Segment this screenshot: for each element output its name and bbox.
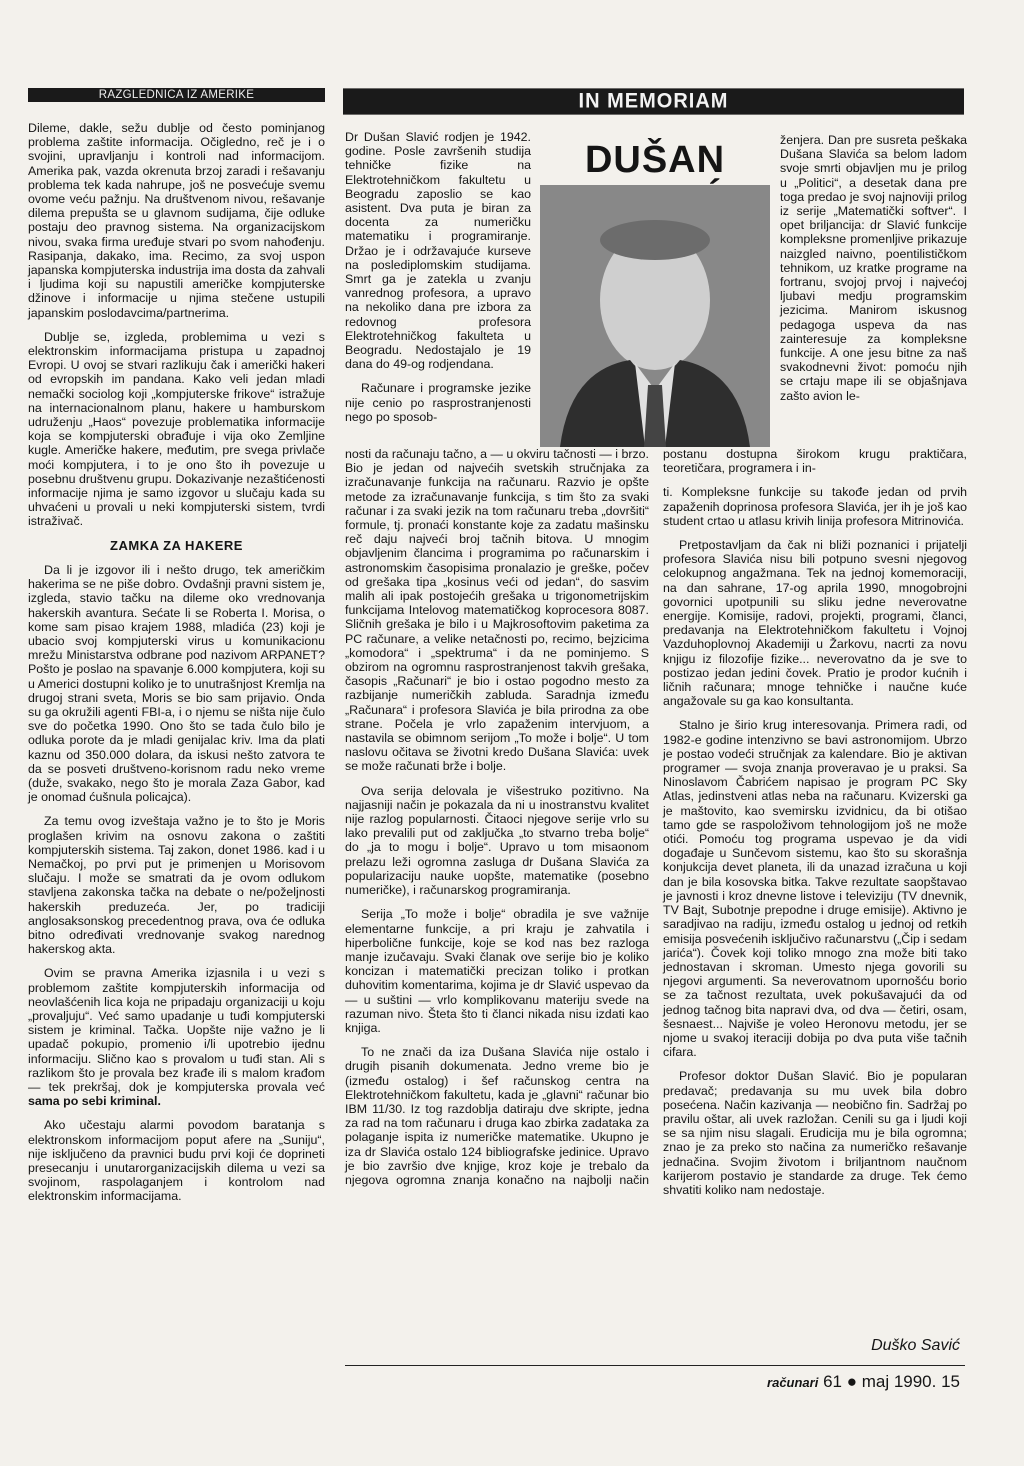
subheading: ZAMKA ZA HAKERE (110, 537, 243, 553)
paragraph: Stalno je širio krug interesovanja. Primera radi, od 1982-e godine intenzivno se bavi astronomijom. Ubrzo je postao vodeći stručnjak za kalendare. Bio je aktivan programer — svoja znanja proveravao je u praksi. Sa Ninoslavom Čabrićem napisao je program PC Sky Atlas, jedinstveni atlas neba na računaru. Kvizerski ga je maštovito, kao svemirsku izvidnicu, da bi otišao tamo gde se raspoloživom tehnologijom još ne može otići. Pomoću tog programa uspevao je da vidi događaje u Sunčevom sistemu, kao što su skorašnja konjukcija devet planeta, ili da unazad izračuna u koji dan je bila kosovska bitka. Takve rezultate saopštavao je javnosti i kroz dnevne listove i televiziju (TV dnevnik, TV Bajt, Subotnje prepodne i druge emisije). Aktivno je saradjivao na radiju, između ostalog u jednoj od retkih emisija posvećenih isključivo računarstvu („Čip i sedam jarića“). Čovek koji toliko mnogo zna može biti tako jednostavan i skroman. Umesto njega govorili su njegovi argumenti. Sa neverovatnom upornošću borio se za tačnost rezultata, uvek pokušavajući da od jednog tačnog bita napravi dva, od dva — četiri, osam, šesnaest... Najviše je voleo Heronovu metodu, jer se njome u svakoj iteraciji dobija po dva puta više tačnih cifara. (663, 718, 967, 1060)
paragraph: Pretpostavljam da čak ni bliži poznanici i prijatelji profesora Slavića nisu bili potpuno svesni njegovog celokupnog angažmana. Tek na jednoj komemoraciji, na dan sahrane, 17-og aprila 1990, mnogobrojni govornici upotpunili su sliku jedne neverovatne energije. Komisije, radovi, projekti, programi, članci, predavanja na Elektrotehničkom fakultetu i Vojnoj Vazduhoplovnoj Akademiji u Žarkovu, nacrti za novu knjigu iz filozofije fizike... neverovatno da je sve to postizao jedan jedini čovek. Pratio je prodor kućnih i ličnih računara; mnoge tehničke i naučne kuće angažovale su ga kao konsultanta. (663, 538, 967, 709)
section-banner-right: IN MEMORIAM (343, 88, 964, 114)
paragraph-text: Ovim se pravna Amerika izjasnila i u vezi s problemom zaštite kompjuterskih informacija od neovlašćenih lica koja ne pripadaju organizaciji u koju „provaljuju“. Već samo upadanje u tuđi kompjuterski sistem je kriminal. Tačka. Uopšte nije važno je li upadač pokupio, promenio i/li upotrebio ijednu informaciju. Slično kao s provalom u tuđi stan. Ali s razlikom što je provala bez krađe ili s malom krađom — tek prekršaj, dok je kompjuterska provala već (28, 966, 325, 1094)
paragraph: Za temu ovog izveštaja važno je to što je Moris proglašen krivim na osnovu zakona o zaštiti kompjuterskih sistema. Taj zakon, donet 1986. kad i u Nemačkoj, po prvi put je primenjen u Morisovom slučaju. I može se smatrati da je ovom odlukom stavljena zakonska tačka na debate o ne/poželjnosti hakerskih preduzeća. Jer, po tradiciji anglosaksonskog precedentnog prava, ova će odluka bitno određivati vrednovanje svakog narednog hakerskog akta. (28, 814, 325, 957)
left-column (28, 121, 325, 1204)
paragraph: Ova serija delovala je višestruko pozitivno. Na najjasniji način je pokazala da ni u inostranstvu kvalitet nije razlog popularnosti. Čitaoci njegove serije vrlo su lako prevalili put od zaključka „to stvarno treba bolje“ do „ja to mogu i bolje“. Upravo u tom misaonom prelazu leži ogromna zasluga dr Dušana Slavića za popularizaciju nauke uopšte, matematike (posebno numeričke), i računarskog programiranja. (345, 783, 649, 898)
paragraph: Da li je izgovor ili i nešto drugo, tek američkim hakerima se ne piše dobro. Ovdašnji pravni sistem je, izgleda, stavio tačku na dileme oko vrednovanja hakerskih avantura. Sećate li se Roberta I. Morisa, o kome sam pisao krajem 1988, mladića (23) koji je ubacio svoj kompjuterski virus u komunikacionu mrežu Ministarstva odbrane pod nazivom ARPANET? Pošto je poslao na spavanje 6.000 kompjutera, koji su u Americi dostupni koliko je to unutrašnjost Kremlja na drugoj strani sveta, Moris se bio sam prijavio. Onda su ga okružili agenti FBI-a, i o njemu se ništa nije čulo sve do početka 1990. Ono što se tada čulo bilo je odluka porote da je mladi genijalac kriv. Ima da plati kaznu od 350.000 dolara, da iskusi nešto zatvora te da se posveti društveno-korisnom radu neko vreme (duže, svakako, nego što je morala Zaza Gabor, kad je onomad ćušnula policajca). (28, 562, 325, 805)
magazine-brand: računari (767, 1375, 819, 1390)
middle-column-top (345, 130, 531, 424)
author-signature: Duško Savić (871, 1337, 960, 1354)
paragraph: Ako učestaju alarmi povodom baratanja s elektronskom informacijom poput afere na „Suniju“, nije isključeno da pravnici budu prvi koji će doprineti presecanju i unutarorganizacijskih dilema u vezi sa svojinom, raspolaganjem i kontrolom nad elektronskim informacijama. (28, 1118, 325, 1204)
paragraph-emphasis: sama po sebi kriminal. (28, 1094, 161, 1109)
footer-rule (345, 1365, 965, 1366)
portrait-photo (540, 185, 770, 447)
paragraph: nosti da računaju tačno, a — u okviru tačnosti — i brzo. Bio je jedan od najvećih svetskih stručnjaka za izračunavanje funkcija na računaru. Razvio je opšte metode za izračunavanje funkcija, s tim što za svaki računar i za svaki jezik na tom računaru treba „dovršiti“ formule, tj. pronaći konstante koje za zadatu mašinsku reč daju najveći broj tačnih bitova. U mnogim objavljenim člancima i programima po računarskim i astronomskim časopisima pronalazio je greške, počev od grešaka tipa „kosinus veći od jedan“, do sasvim malih ali ipak postojećih grešaka u trigonometrijskim funkcijama Intelovog matematičkog koprocesora 8087. Sličnih grešaka je bilo i u Majkrosoftovim paketima za PC računare, a velike netačnosti po, recimo, bejzicima „komodora“ i „spektruma“ i da ne pominjemo. S obzirom na ogromnu rasprostranjenost takvih grešaka, časopis „Računari“ je bio i ostao pogodno mesto za razbijanje numeričkih zabluda. Saradnja između „Računara“ i profesora Slavića je bila prirodna za obe strane. Počela je vrlo zapaženim intervjuom, a nastavila se obimnom serijom „To može i bolje“. U tom naslovu očitava se životni kredo Dušana Slavića: uvek se može računati brže i bolje. (345, 447, 649, 774)
portrait-figure (540, 185, 770, 447)
paragraph: Računare i programske jezike nije cenio po rasprostranjenosti nego po sposob- (345, 381, 531, 424)
paragraph: Profesor doktor Dušan Slavić. Bio je popularan predavač; predavanja su mu uvek bila dobro posećena. Način kazivanja — neobično fin. Sadržaj po pravilu oštar, ali uvek razložan. Cenili su ga i ljudi koji se sa njim nisu slagali. Erudicija mu je bila ogromna; znao je za preko sto načina za numeričko rešavanje jednačina. Svojim životom i briljantnom naučnom karijerom postavio je standarde za druge. Tek ćemo shvatiti koliko nam nedostaje. (663, 1069, 967, 1197)
paragraph: To ne znači da iza Dušana Slavića nije ostalo i drugih pisanih dokumenata. Jedno vreme bio je (između ostalog) i šef računskog centra na Elektrotehničkom fakultetu, kada je „glavni“ računar bio IBM 11/30. Iz tog razdoblja datiraju dve skripte, jedna za rad na tom računaru i druga kao zbirka zadataka za polaganje ispita iz numeričke matematike. Ukupno je iza dr Slavića ostalo 124 bibliografske jedinice. Upravo je bio završio dve knjige, kroz koje je trebalo da njegova ogromna znanja konačno na najbolji način postanu dostupna širokom krugu praktičara, teoretičara, programera i in- (345, 447, 967, 1187)
article-title: DUŠAN (584, 139, 726, 181)
paragraph: Dublje se, izgleda, problemima u vezi s elektronskim informacijama pristupa u zapadnoj Evropi. U ovoj se stvari razlikuju čak i američki hakeri od evropskih im pandana. Kako veli jedan mladi nemački sociolog koji „kompjuterske frikove“ istražuje na internacionalnom planu, hakere u hamburskom udruženju „Haos“ povezuje problematika informacije koja se kompjuterski obrađuje i vija oko Zemljine kugle. Američke hakere, međutim, pre svega privlače moći kompjutera, i to je ono što ih povezuje u posebnu društvenu grupu. Dokazivanje nezaštićenosti informacije njima je samo izgovor u slučaju kada su uhvaćeni u provali u neki kompjuterski sistem, tvrdi istraživač. (28, 329, 325, 529)
paragraph: ti. Kompleksne funkcije su takođe jedan od prvih zapaženih doprinosa profesora Slavića, jer ih je još kao student crtao u atlasu krivih linija profesora Mitrinovića. (663, 485, 967, 528)
paragraph: Serija „To može i bolje“ obradila je sve važnije elementarne funkcije, a pri kraju je zahvatila i hiperbolične funkcije, koje se kod nas bez razloga manje izučavaju. Svaki članak ove serije bio je koliko koncizan i matematički precizan toliko i protkan duhovitim komentarima, kojima je dr Slavić uspevao da — u suštini — vrlo komplikovanu materiju svede na razuman nivo. Šteta što ti članci nikada nisu izdati kao knjiga. (345, 907, 649, 1035)
right-full-width-text (345, 447, 967, 1197)
paragraph (28, 966, 325, 1108)
page-footer (700, 1372, 960, 1392)
paragraph: Dr Dušan Slavić rodjen je 1942. godine. Posle završenih studija tehničke fizike na Elektrotehničkom fakultetu u Beogradu zaposlio se kao asistent. Dva puta je biran za docenta za numeričku matematiku i programiranje. Držao je i održavajuće kurseve na poslediplomskim studijama. Smrt ga je zatekla u zvanju vanrednog profesora, a upravo na nekoliko dana pre izbora za redovnog profesora Elektrotehničkog fakulteta u Beogradu. Nedostajalo je 19 dana do 49-og rodjendana. (345, 130, 531, 372)
paragraph: ženjera. Dan pre susreta peškaka Dušana Slavića sa belom ladom svoje smrti objavljen mu je prilog u „Politici“, a desetak dana pre toga predao je svoj najnoviji prilog iz serije „Matematički softver“. I opet briljancija: dr Slavić funkcije kompleksne promenljive prikazuje naizgled naivno, poentilističkom tehnikom, uz kratke programe na fortranu, svojoj prvoj i najvećoj ljubavi medju programskim jezicima. Manirom iskusnog pedagoga uspeva da nas zainteresuje za kompleksne funkcije. A one jesu bitne za naš svakodnevni život: pomoću njih se crtaju mape ili se objašnjava zašto avion le- (780, 133, 967, 403)
right-column-top (780, 133, 967, 403)
section-banner-left: RAZGLEDNICA IZ AMERIKE (28, 88, 325, 102)
paragraph: Dileme, dakle, sežu dublje od često pominjanog problema zaštite informacija. Očigledno, reč je i o svojini, upravljanju i kontroli nad informacijom. Amerika pak, vazda okrenuta brzoj zaradi i rešavanju problema tek kada nahrupe, još ne posvećuje svemu ovome veću pažnju. Na društvenom nivou, rešavanje dilema prepušta se u glavnom sudijama, čije odluke postaju deo pravnog sistema. Na organizacijskom nivou, svaka firma uređuje stvari po svom nahođenju. Rasipanja, dakako, ima. Recimo, za svoj uspon japanska kompjuterska industrija ima dosta da zahvali i ljudima koji su napustili američke kompjuterske džinove i informacije u njima stečene ustupili japanskim poslodavcima/partnerima. (28, 121, 325, 320)
issue-info: 61 ● maj 1990. 15 (823, 1372, 960, 1391)
